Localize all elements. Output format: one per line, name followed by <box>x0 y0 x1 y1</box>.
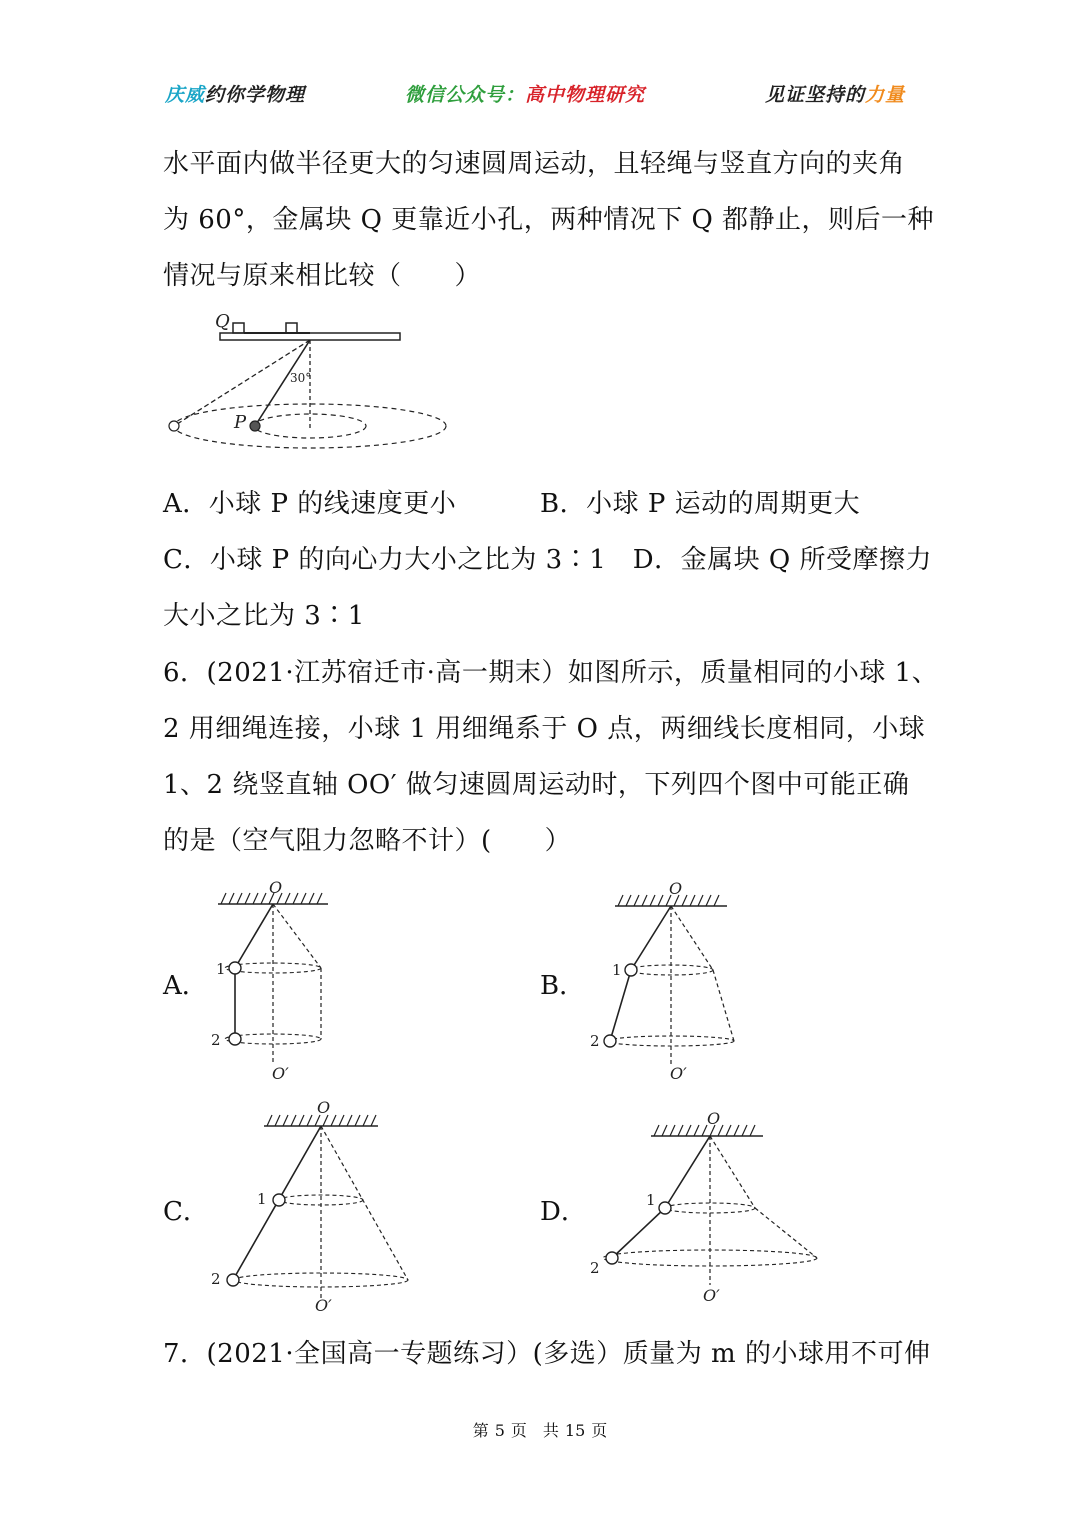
header-left-name: 庆威 <box>165 84 206 106</box>
header-right-accent: 力量 <box>865 84 906 106</box>
header-middle <box>405 80 645 107</box>
fig-a-o-prime: O′ <box>272 1064 289 1083</box>
footer-prefix: 第 <box>472 1421 489 1440</box>
q6-label-c: C． <box>163 1197 209 1227</box>
header-right-text: 见证坚持的 <box>765 84 866 106</box>
q5-option-a: A．小球 P 的线速度更小 <box>163 489 457 519</box>
q6-figure-b <box>590 875 760 1085</box>
q6-figure-c <box>200 1095 420 1320</box>
q5-line-2: 为 60°，金属块 Q 更靠近小孔，两种情况下 Q 都静止，则后一种 <box>163 205 935 235</box>
q5-label-p: P <box>234 412 247 433</box>
footer-total: 15 <box>564 1421 586 1440</box>
fig-c-ball1: 1 <box>257 1190 267 1208</box>
footer-page: 5 <box>494 1421 505 1440</box>
q6-label-d: D． <box>540 1197 587 1227</box>
fig-b-o-prime: O′ <box>670 1064 687 1083</box>
q6-figure-d <box>585 1105 825 1315</box>
header-mid-label: 微信公众号： <box>405 84 526 106</box>
fig-b-ball2: 2 <box>590 1032 600 1050</box>
q6-label-b: B． <box>540 971 586 1001</box>
q5-line-3: 情况与原来相比较（ ） <box>163 261 482 291</box>
q6-label-a: A． <box>163 971 208 1001</box>
fig-b-o: O <box>669 879 683 898</box>
fig-b-ball1: 1 <box>612 961 622 979</box>
fig-a-ball2: 2 <box>211 1031 221 1049</box>
q7-line-1: 7．(2021·全国高一专题练习）(多选）质量为 m 的小球用不可伸 <box>163 1339 931 1369</box>
header-left-text: 约你学物理 <box>205 84 306 106</box>
page-footer <box>0 1418 1080 1441</box>
fig-c-ball2: 2 <box>211 1270 221 1288</box>
fig-d-ball1: 1 <box>646 1191 656 1209</box>
q6-line-4: 的是（空气阻力忽略不计）( ） <box>163 826 572 856</box>
q6-figure-a <box>200 875 350 1085</box>
fig-c-o-prime: O′ <box>315 1296 332 1315</box>
q5-line-1: 水平面内做半径更大的匀速圆周运动，且轻绳与竖直方向的夹角 <box>163 149 906 179</box>
fig-a-ball1: 1 <box>216 960 226 978</box>
fig-d-ball2: 2 <box>590 1259 600 1277</box>
q6-line-1: 6．(2021·江苏宿迁市·高一期末）如图所示，质量相同的小球 1、 <box>163 658 939 688</box>
q5-option-c-d: C．小球 P 的向心力大小之比为 3∶1 D．金属块 Q 所受摩擦力 <box>163 545 932 575</box>
q5-label-q: Q <box>215 311 230 332</box>
footer-mid: 页 共 <box>510 1421 559 1440</box>
fig-d-o: O <box>707 1109 721 1128</box>
header-mid-account: 高中物理研究 <box>525 84 646 106</box>
fig-a-o: O <box>269 878 283 897</box>
q5-angle-label: 30° <box>290 371 312 385</box>
q6-line-2: 2 用细绳连接，小球 1 用细绳系于 O 点，两细线长度相同，小球 <box>163 714 926 744</box>
header-left <box>165 80 305 107</box>
q6-line-3: 1、2 绕竖直轴 OO′ 做匀速圆周运动时，下列四个图中可能正确 <box>163 770 910 800</box>
fig-c-o: O <box>317 1098 331 1117</box>
header-right <box>765 80 905 107</box>
q5-figure <box>160 305 460 455</box>
q5-option-d-cont: 大小之比为 3∶1 <box>163 601 365 631</box>
q5-option-b: B．小球 P 运动的周期更大 <box>540 489 861 519</box>
footer-suffix: 页 <box>591 1421 608 1440</box>
fig-d-o-prime: O′ <box>703 1286 720 1305</box>
